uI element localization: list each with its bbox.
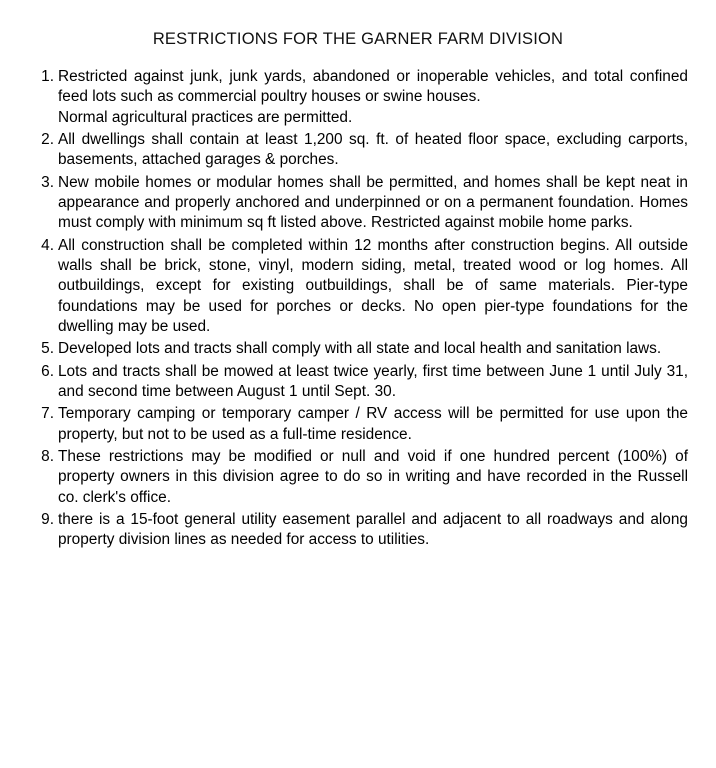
list-item-number: 2. [41,130,54,148]
list-item [28,362,688,403]
list-item [28,339,688,359]
list-item-text: New mobile homes or modular homes shall be permitted, and homes shall be kept neat in appearance and properly anchored and underpinned or on a permanent foundation. Homes must comply with minimum sq ft listed above. Restricted against mobile home parks. [58,173,688,232]
list-item-number: 7. [41,405,54,423]
list-item-number: 9. [41,510,54,528]
list-item-text: All construction shall be completed within 12 months after construction begins. All outside walls shall be brick, stone, vinyl, modern siding, metal, treated wood or log homes. All outbuildings, except for existing outbuildings, shall be of same materials. Pier-type foundations may be used for porches or decks. No open pier-type foundations for the dwelling may be used. [58,236,688,335]
list-item-text: Temporary camping or temporary camper / RV access will be permitted for use upon the property, but not to be used as a full-time residence. [58,405,688,443]
list-item [28,67,688,128]
list-item-text: Lots and tracts shall be mowed at least twice yearly, first time between June 1 until July 31, and second time between August 1 until Sept. 30. [58,362,688,400]
list-item [28,130,688,171]
list-item-number: 3. [41,173,54,191]
restrictions-list [28,67,688,551]
list-item [28,510,688,551]
page-title: RESTRICTIONS FOR THE GARNER FARM DIVISION [152,30,564,48]
list-item-number: 1. [41,68,54,85]
list-item-number: 5. [41,340,54,358]
list-item [28,447,688,508]
list-item-text: Normal agricultural practices are permitted. [58,108,353,126]
list-item-text: All dwellings shall contain at least 1,200 sq. ft. of heated floor space, excluding carports, basements, attached garages & porches. [58,130,688,169]
list-item [28,173,688,234]
list-item [28,404,688,445]
list-item-text: Developed lots and tracts shall comply with all state and local health and sanitation laws. [58,340,662,358]
list-item-text: there is a 15-foot general utility easement parallel and adjacent to all roadways and along property division lines as needed for access to utilities. [58,510,688,549]
list-item-text: Restricted against junk, junk yards, abandoned or inoperable vehicles, and total confined feed lots such as commercial poultry houses or swine houses. [58,68,688,106]
list-item-text: These restrictions may be modified or null and void if one hundred percent (100%) of property owners in this division agree to do so in writing and have recorded in the Russell co. clerk's office. [58,447,688,506]
list-item-number: 4. [41,236,54,254]
list-item-number: 6. [41,362,54,380]
list-item [28,236,688,338]
list-item-number: 8. [41,447,54,465]
